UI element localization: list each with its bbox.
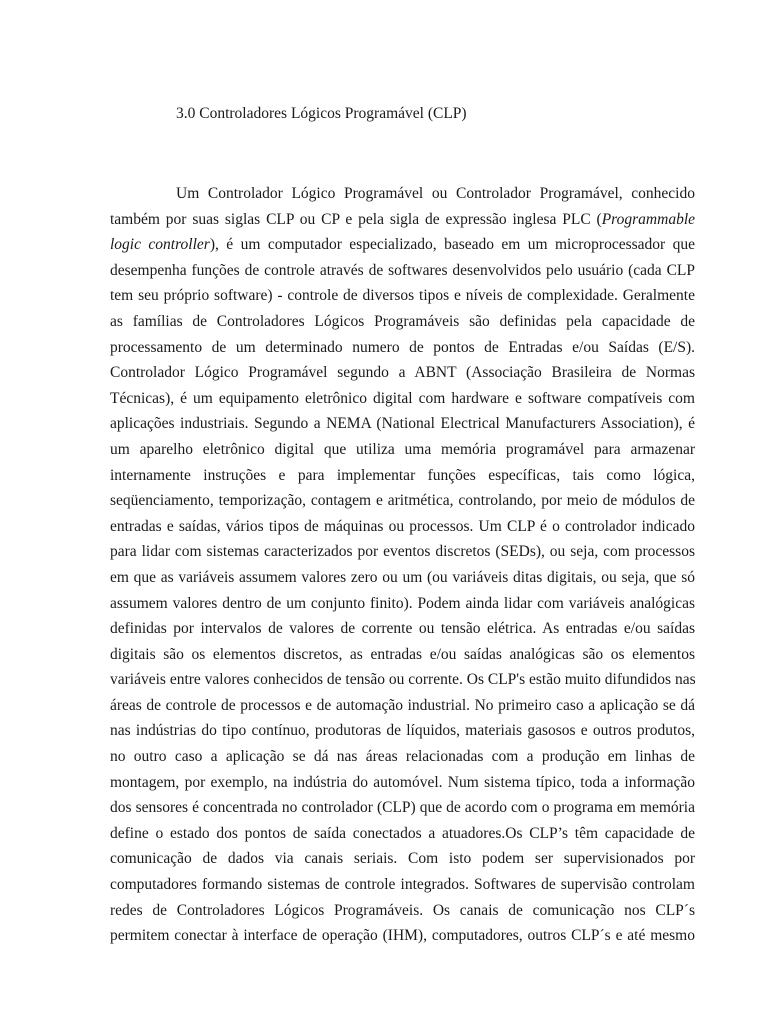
paragraph-line: comunicação de dados via canais seriais. Com isto podem ser supervisionados por <box>110 850 695 868</box>
paragraph-line: permitem conectar à interface de operação (IHM), computadores, outros CLP´s e até mesmo <box>110 927 695 945</box>
paragraph-line: desempenha funções de controle através de softwares desenvolvidos pelo usuário (cada CLP <box>110 261 695 279</box>
paragraph-line <box>110 207 695 233</box>
paragraph-line: as famílias de Controladores Lógicos Programáveis são definidas pela capacidade de <box>110 312 695 330</box>
paragraph-line: Controlador Lógico Programável segundo a ABNT (Associação Brasileira de Normas <box>110 364 695 382</box>
section-heading: 3.0 Controladores Lógicos Programável (CLP) <box>176 105 467 122</box>
paragraph-line: áreas de controle de processos e de automação industrial. No primeiro caso a aplicação se dá <box>110 696 695 714</box>
paragraph-line <box>110 232 695 258</box>
paragraph-line: entradas e saídas, vários tipos de máquinas ou processos. Um CLP é o controlador indicado <box>110 517 695 535</box>
paragraph-line: aplicações industriais. Segundo a NEMA (National Electrical Manufacturers Association), é <box>110 415 695 433</box>
body-paragraph <box>110 181 695 949</box>
paragraph-line: tem seu próprio software) - controle de diversos tipos e níveis de complexidade. Geralmente <box>110 287 695 305</box>
paragraph-line: definidas por intervalos de valores de corrente ou tensão elétrica. As entradas e/ou saídas <box>110 620 695 638</box>
paragraph-line: montagem, por exemplo, na indústria do automóvel. Num sistema típico, toda a informação <box>110 773 695 791</box>
paragraph-line: define o estado dos pontos de saída conectados a atuadores.Os CLP’s têm capacidade de <box>110 824 695 842</box>
paragraph-line: seqüenciamento, temporização, contagem e aritmética, controlando, por meio de módulos de <box>110 492 695 510</box>
paragraph-line: nas indústrias do tipo contínuo, produtoras de líquidos, materiais gasosos e outros produtos, <box>110 722 695 740</box>
paragraph-text-segment: ), é um computador especializado, baseado em um microprocessador que <box>209 236 695 254</box>
paragraph-line: redes de Controladores Lógicos Programáveis. Os canais de comunicação nos CLP´s <box>110 901 695 919</box>
paragraph-line: internamente instruções e para implementar funções específicas, tais como lógica, <box>110 466 695 484</box>
paragraph-text-segment: também por suas siglas CLP ou CP e pela sigla de expressão inglesa PLC ( <box>110 210 602 228</box>
paragraph-line: Um Controlador Lógico Programável ou Controlador Programável, conhecido <box>176 185 695 202</box>
paragraph-italic-text: Programmable <box>601 210 695 228</box>
paragraph-line: um aparelho eletrônico digital que utiliza uma memória programável para armazenar <box>110 440 695 458</box>
paragraph-line: variáveis entre valores conhecidos de tensão ou corrente. Os CLP's estão muito difundidos nas <box>110 671 696 689</box>
paragraph-line: dos sensores é concentrada no controlador (CLP) que de acordo com o programa em memória <box>110 799 695 817</box>
paragraph-italic-text: logic controller <box>110 236 210 254</box>
paragraph-line: em que as variáveis assumem valores zero ou um (ou variáveis ditas digitais, ou seja, que só <box>110 568 695 586</box>
paragraph-line: computadores formando sistemas de controle integrados. Softwares de supervisão controlam <box>110 876 695 894</box>
paragraph-line: processamento de um determinado numero de pontos de Entradas e/ou Saídas (E/S). <box>110 338 695 356</box>
paragraph-line: para lidar com sistemas caracterizados por eventos discretos (SEDs), ou seja, com processos <box>110 543 695 561</box>
paragraph-line: Técnicas), é um equipamento eletrônico digital com hardware e software compatíveis com <box>110 389 695 407</box>
paragraph-line: assumem valores dentro de um conjunto finito). Podem ainda lidar com variáveis analógicas <box>110 594 695 612</box>
paragraph-line: no outro caso a aplicação se dá nas áreas relacionadas com a produção em linhas de <box>110 748 695 766</box>
paragraph-line: digitais são os elementos discretos, as entradas e/ou saídas analógicas são os elementos <box>110 645 695 663</box>
